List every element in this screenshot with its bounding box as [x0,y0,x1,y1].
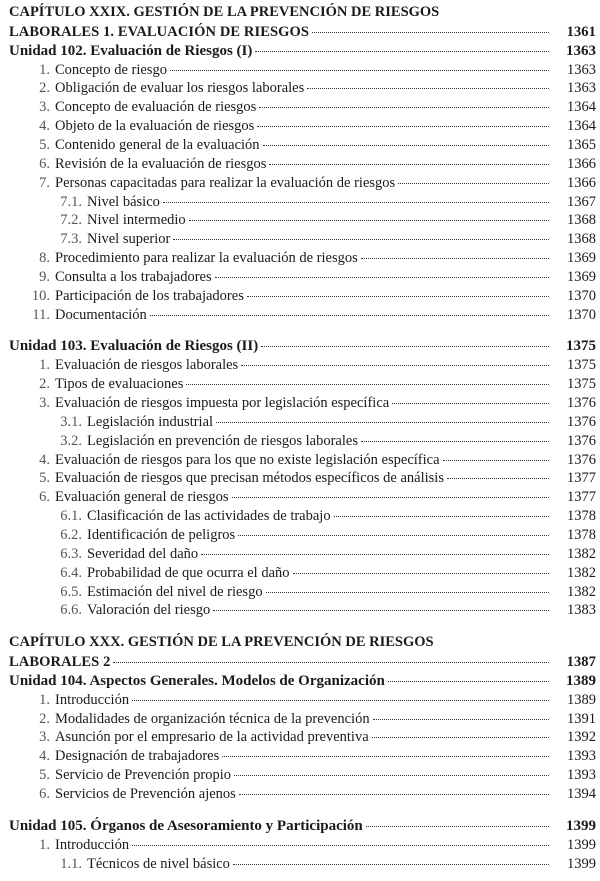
entry-number: 9. [39,268,50,285]
entry-title: Servicios de Prevención ajenos [55,786,236,802]
list-item [20,117,596,135]
page-number: 1365 [567,136,596,153]
entry-title: Consulta a los trabajadores [55,268,212,285]
list-item [20,488,596,506]
page-number: 1375 [567,376,596,393]
list-item [20,710,596,728]
entry-title: Identificación de peligros [87,526,236,543]
page-number: 1387 [566,654,596,671]
dot-leader [238,535,549,536]
entry-number: 3. [39,729,50,746]
dot-leader [257,126,549,127]
chapter-title: CAPÍTULO XXX. GESTIÓN DE LA PREVENCIÓN DE RIESGOS [9,634,434,651]
entry-title: Probabilidad de que ocurra el daño [87,564,290,581]
list-item [20,469,596,487]
entry-title: Unidad 103. Evaluación de Riesgos (II) [9,338,259,355]
entry-title: Legislación en prevención de riesgos laborales [87,432,358,449]
list-item [52,413,596,431]
entry-title: Asunción por el empresario de la actividad preventiva [55,729,369,746]
entry-number: 4. [39,118,50,135]
entry-number: 3. [39,395,50,411]
entry-number: 6.1. [60,508,82,525]
page-number: 1376 [567,432,596,449]
list-item [20,747,596,765]
entry-number: 1. [39,836,50,853]
entry-title: Estimación del nivel de riesgo [87,583,263,600]
unit-heading [9,337,596,355]
page-number: 1399 [567,855,596,872]
page-number: 1370 [567,306,596,323]
entry-title: Concepto de riesgo [55,61,167,78]
entry-number: 1. [39,357,50,374]
entry-number: 8. [39,250,50,267]
entry-number: 7.2. [60,212,82,229]
list-item [52,432,596,450]
entry-title: Valoración del riesgo [87,602,211,619]
page-number: 1363 [567,61,596,78]
dot-leader [170,70,549,71]
entry-number: 7. [39,174,50,191]
dot-leader [266,592,549,593]
page-number: 1378 [567,508,596,525]
chapter-title-line [9,653,596,671]
page-number: 1378 [567,526,596,543]
page-number: 1369 [567,250,596,267]
list-item [20,356,596,374]
page-number: 1366 [567,174,596,191]
dot-leader [186,384,549,385]
dot-leader [216,422,549,423]
entry-title: Introducción [55,836,130,853]
entry-number: 7.1. [60,193,82,210]
list-item [20,691,596,709]
list-item [20,61,596,79]
entry-title: Evaluación de riesgos que precisan métodos específicos de análisis [55,470,444,487]
entry-title: Servicio de Prevención propio [55,767,231,784]
entry-title: Nivel superior [87,231,171,248]
entry-title: Personas capacitadas para realizar la evaluación de riesgos [55,174,396,191]
entry-number: 2. [39,80,50,97]
dot-leader [222,756,549,757]
page-number: 1375 [567,357,596,374]
list-item [20,79,596,97]
entry-title: Nivel intermedio [87,212,186,229]
dot-leader [215,277,549,278]
dot-leader [312,32,549,33]
entry-title: Concepto de evaluación de riesgos [55,99,257,116]
page-number: 1368 [567,212,596,229]
list-item [20,451,596,469]
entry-number: 5. [39,470,50,487]
entry-number: 3.1. [60,413,82,430]
page-number: 1383 [567,602,596,619]
dot-leader [189,220,549,221]
entry-number: 10. [31,287,50,304]
entry-title: Participación de los trabajadores [55,287,244,304]
entry-title: Tipos de evaluaciones [55,376,184,393]
entry-number: 4. [39,451,50,468]
entry-title: Unidad 102. Evaluación de Riesgos (I) [9,42,253,59]
list-item [20,766,596,784]
page-number: 1382 [567,564,596,581]
dot-leader [307,88,549,89]
entry-title: Nivel básico [87,193,160,210]
dot-leader [163,202,549,203]
dot-leader [241,365,549,366]
page-number: 1389 [566,672,596,689]
list-item [20,728,596,746]
dot-leader [398,183,549,184]
entry-number: 6. [39,489,50,506]
page-number: 1382 [567,583,596,600]
entry-number: 1.1. [60,855,82,872]
dot-leader [113,662,549,663]
dot-leader [361,441,549,442]
dot-leader [269,164,549,165]
dot-leader [173,239,549,240]
dot-leader [366,826,549,827]
entry-number: 7.3. [60,231,82,248]
entry-number: 4. [39,748,50,765]
entry-number: 6.5. [60,583,82,600]
list-item [52,507,596,525]
dot-leader [213,610,549,611]
list-item [52,211,596,229]
chapter-title-line [9,23,596,41]
entry-title: Contenido general de la evaluación [55,136,260,153]
page-number: 1393 [567,748,596,765]
page-number: 1391 [567,710,596,727]
entry-title: Evaluación de riesgos impuesta por legislación específica [55,395,390,411]
list-item [20,249,596,267]
entry-title: Evaluación general de riesgos [55,489,229,506]
entry-number: 3.2. [60,432,82,449]
chapter-title: CAPÍTULO XXIX. GESTIÓN DE LA PREVENCIÓN DE RIESGOS [9,4,440,20]
entry-title: Designación de trabajadores [55,748,220,765]
list-item [20,375,596,393]
entry-number: 6.6. [60,602,82,619]
dot-leader [255,51,549,52]
dot-leader [150,315,549,316]
entry-number: 6.2. [60,526,82,543]
page-number: 1375 [566,338,596,355]
dot-leader [261,346,549,347]
entry-number: 6.4. [60,564,82,581]
list-item [20,98,596,116]
entry-title: LABORALES 1. EVALUACIÓN DE RIESGOS [9,23,310,40]
page-number: 1363 [567,80,596,97]
list-item [52,564,596,582]
page-number: 1376 [567,413,596,430]
list-item [52,526,596,544]
dot-leader [263,145,549,146]
page-number: 1399 [566,817,596,834]
list-item [20,268,596,286]
entry-number: 6. [39,155,50,172]
entry-title: Modalidades de organización técnica de la prevención [55,710,370,727]
entry-title: Obligación de evaluar los riesgos laborales [55,80,305,97]
entry-number: 1. [39,691,50,708]
entry-number: 5. [39,136,50,153]
entry-number: 2. [39,710,50,727]
page-number: 1366 [567,155,596,172]
dot-leader [293,573,549,574]
page-number: 1363 [566,42,596,59]
page-number: 1382 [567,545,596,562]
entry-title: Documentación [55,306,147,323]
dot-leader [201,554,549,555]
entry-title: Evaluación de riesgos para los que no existe legislación específica [55,451,440,468]
entry-title: Clasificación de las actividades de trabajo [87,508,331,525]
entry-title: Técnicos de nivel básico [87,855,230,872]
entry-number: 11. [32,306,50,323]
page-number: 1377 [567,489,596,506]
dot-leader [239,794,549,795]
dot-leader [233,864,549,865]
list-item [52,601,596,619]
entry-number: 3. [39,99,50,116]
entry-number: 2. [39,376,50,393]
entry-number: 1. [39,61,50,78]
dot-leader [443,460,549,461]
page-number: 1394 [567,786,596,802]
dot-leader [388,681,549,682]
page-number: 1369 [567,268,596,285]
page-number: 1370 [567,287,596,304]
list-item [52,230,596,248]
entry-number: 6.3. [60,545,82,562]
entry-title: Unidad 105. Órganos de Asesoramiento y Participación [9,817,363,834]
list-item [20,394,596,412]
list-item [20,785,596,803]
page-number: 1377 [567,470,596,487]
page-number: 1376 [567,451,596,468]
page-number: 1364 [567,99,596,116]
page-number: 1364 [567,118,596,135]
page-number: 1399 [567,836,596,853]
dot-leader [247,296,549,297]
entry-title: Introducción [55,691,130,708]
list-item [20,155,596,173]
dot-leader [232,497,549,498]
entry-title: Legislación industrial [87,413,214,430]
page-number: 1368 [567,231,596,248]
dot-leader [334,516,549,517]
page-number: 1361 [566,23,596,40]
dot-leader [392,403,549,404]
list-item [20,836,596,854]
dot-leader [259,107,549,108]
unit-heading [9,42,596,60]
entry-title: Revisión de la evaluación de riesgos [55,155,267,172]
unit-heading [9,672,596,690]
page-number: 1389 [567,691,596,708]
dot-leader [447,478,549,479]
list-item [20,287,596,305]
entry-title: Procedimiento para realizar la evaluación de riesgos [55,250,358,267]
list-item [52,545,596,563]
page-number: 1367 [567,193,596,210]
list-item [52,193,596,211]
list-item [20,174,596,192]
entry-title: Evaluación de riesgos laborales [55,357,239,374]
list-item [20,136,596,154]
entry-number: 6. [39,786,50,802]
entry-title: Unidad 104. Aspectos Generales. Modelos de Organización [9,672,385,689]
dot-leader [132,845,549,846]
dot-leader [132,700,549,701]
entry-title: Objeto de la evaluación de riesgos [55,118,255,135]
entry-title: Severidad del daño [87,545,199,562]
unit-heading [9,817,596,835]
entry-title: LABORALES 2 [9,654,111,671]
page-number: 1376 [567,395,596,411]
dot-leader [234,775,549,776]
list-item [52,583,596,601]
list-item [20,306,596,324]
page-number: 1393 [567,767,596,784]
dot-leader [372,737,549,738]
entry-number: 5. [39,767,50,784]
list-item [52,855,596,873]
page-number: 1392 [567,729,596,746]
dot-leader [373,719,549,720]
dot-leader [361,258,549,259]
